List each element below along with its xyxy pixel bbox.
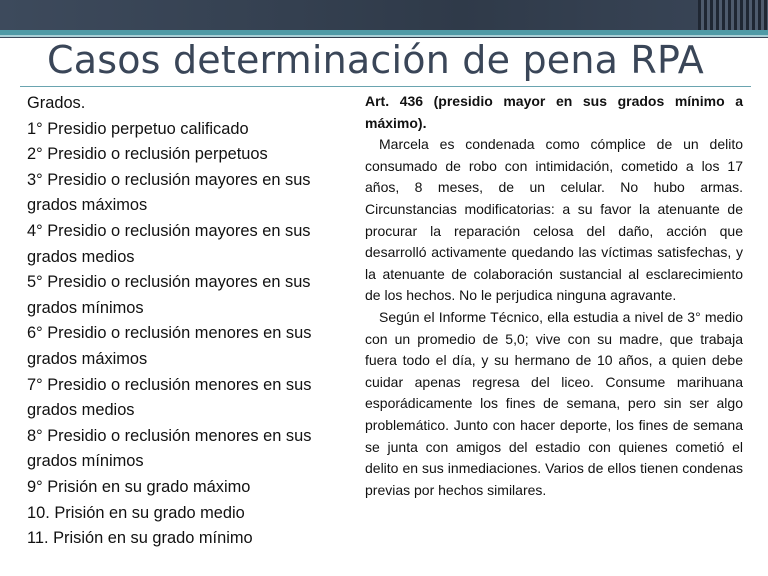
grades-line: 2° Presidio o reclusión perpetuos <box>27 145 268 164</box>
grades-line: 4° Presidio o reclusión mayores en sus <box>27 221 311 240</box>
grades-line: 6° Presidio o reclusión menores en sus <box>27 324 312 343</box>
case-paragraph-1: Marcela es condenada como cómplice de un delito consumado de robo con intimidación, cometido a los 17 años, 8 meses, de un celular. No hubo armas. Circunstancias modificatorias: a su favor la atenuante de procurar la reparación celosa del daño, acción que desarrolló activamente quedando las víctimas satisfechas, y la atenuante de colaboración sustancial al esclarecimiento de los hechos. No le perjudica ninguna agravante. <box>365 136 743 304</box>
grades-line: Grados. <box>27 94 86 112</box>
grades-list <box>27 91 347 552</box>
grades-line: 9° Prisión en su grado máximo <box>27 477 251 496</box>
title-divider <box>20 86 751 87</box>
grades-line: grados medios <box>27 401 135 420</box>
article-heading: Art. 436 (presidio mayor en sus grados mínimo a máximo). <box>365 93 743 131</box>
slide-title: Casos determinación de pena RPA <box>47 38 704 82</box>
grades-line: 1° Presidio perpetuo calificado <box>27 119 249 138</box>
grades-line: grados máximos <box>27 196 148 215</box>
grades-line: 5° Presidio o reclusión mayores en sus <box>27 273 311 292</box>
grades-line: 3° Presidio o reclusión mayores en sus <box>27 170 311 189</box>
case-text <box>365 91 743 501</box>
grades-line: grados mínimos <box>27 298 144 317</box>
grades-line: 11. Prisión en su grado mínimo <box>27 529 253 548</box>
decorative-stripes <box>698 0 768 30</box>
grades-line: grados medios <box>27 247 135 266</box>
grades-line: grados máximos <box>27 349 148 368</box>
grades-line: grados mínimos <box>27 452 144 471</box>
grades-line: 10. Prisión en su grado medio <box>27 503 245 522</box>
accent-line-light <box>0 35 768 37</box>
case-paragraph-2: Según el Informe Técnico, ella estudia a nivel de 3° medio con un promedio de 5,0; vive con su madre, que trabaja fuera todo el día, y su hermano de 10 años, a quien debe cuidar apenas regresa del liceo. Consume marihuana esporádicamente los fines de semana, pero sin ser algo problemático. Junto con hacer deporte, los fines de semana se junta con amigos del estadio con quienes cometió el delito en sus inmediaciones. Varios de ellos tienen condenas previas por hechos similares. <box>365 308 743 498</box>
grades-line: 8° Presidio o reclusión menores en sus <box>27 426 312 445</box>
grades-line: 7° Presidio o reclusión menores en sus <box>27 375 312 394</box>
